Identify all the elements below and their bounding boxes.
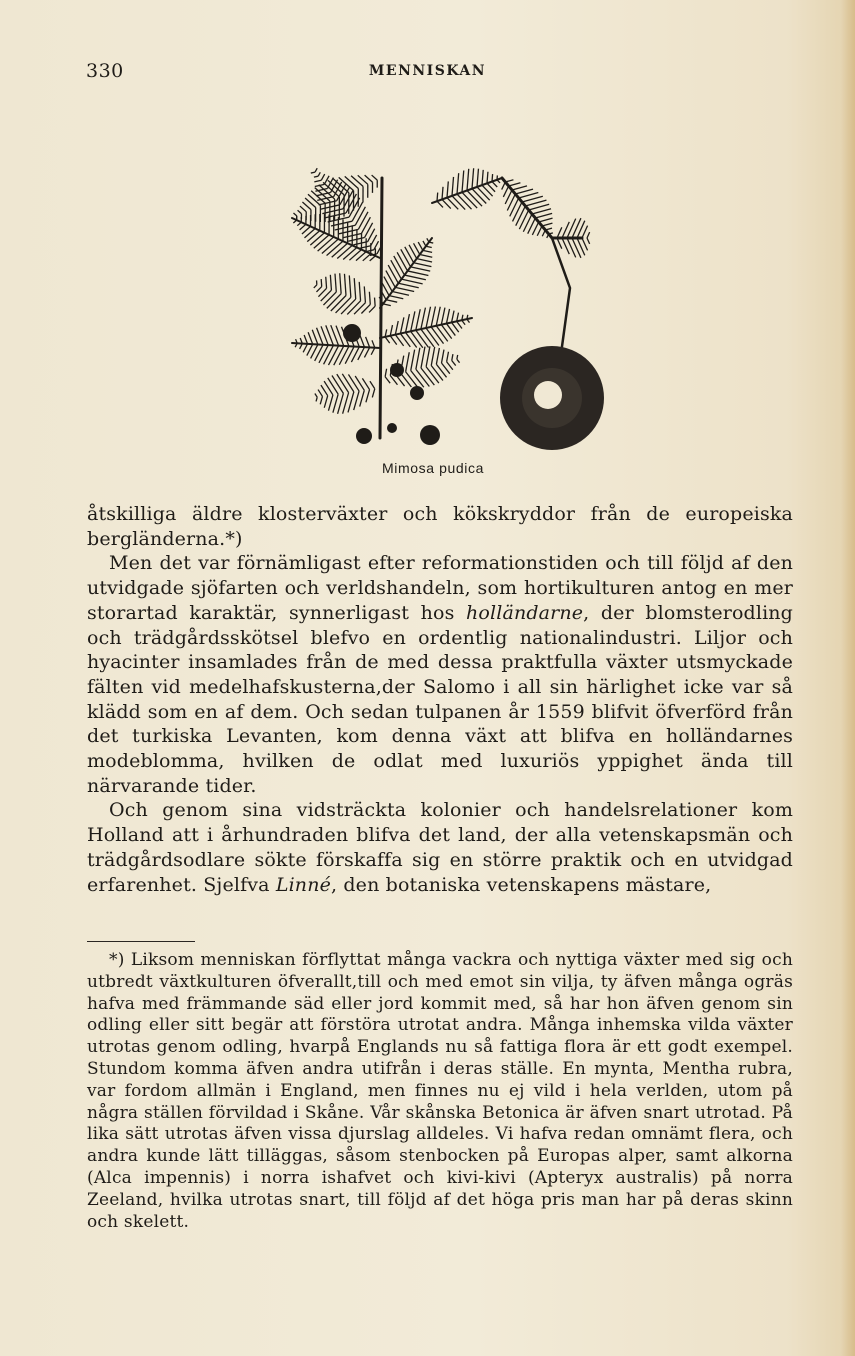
paragraph-3-emphasis: Linné	[275, 873, 331, 896]
leaflet-stroke	[351, 176, 363, 187]
leaflet-stroke	[426, 328, 439, 345]
leaflet-stroke	[423, 241, 426, 246]
leaflet-stroke	[325, 213, 346, 218]
leaflet-stroke	[372, 175, 378, 180]
leaflet-stroke	[298, 210, 302, 214]
leaflet-stroke	[327, 178, 333, 189]
leaflet-stroke	[587, 238, 590, 244]
leaflet-stroke	[293, 213, 296, 216]
leaflet-stroke	[452, 196, 465, 210]
leaflet-stroke	[390, 325, 392, 336]
leaflet-stroke	[477, 187, 490, 200]
leaflet-stroke	[442, 350, 444, 363]
leaflet-stroke	[519, 193, 539, 198]
leaflet-stroke	[359, 282, 360, 301]
leaflet-stroke	[457, 173, 459, 194]
leaflet-stroke	[328, 395, 332, 411]
leaflet-stroke	[452, 322, 459, 332]
leaflet-stroke	[377, 248, 380, 254]
leaflet-stroke	[436, 326, 448, 342]
leaflet-stroke	[416, 309, 420, 330]
mimosa-illustration-icon	[252, 108, 622, 458]
leaflet-stroke	[385, 377, 390, 383]
leaflet-stroke	[323, 292, 336, 305]
leaflet-stroke	[297, 222, 301, 225]
leaflet-stroke	[447, 181, 448, 197]
leaflet-stroke	[375, 298, 376, 307]
leaflet-stroke	[401, 373, 412, 387]
leaflet-stroke	[582, 226, 588, 238]
leaflet-stroke	[547, 234, 549, 238]
leaflet-stroke	[446, 309, 449, 324]
leaflet-stroke	[447, 352, 449, 362]
leaflet-stroke	[315, 168, 317, 172]
leaflet-stroke	[557, 227, 562, 238]
leaflet-stroke	[431, 306, 435, 326]
leaflet-stroke	[522, 196, 543, 202]
leaflet-stroke	[452, 361, 456, 366]
leaflet-stroke	[345, 176, 359, 188]
leaflet-stroke	[437, 193, 438, 202]
leaflet-stroke	[320, 396, 322, 404]
leaflet-stroke	[335, 274, 336, 292]
leaflet-stroke	[303, 344, 307, 352]
leaflet-stroke	[364, 347, 369, 357]
leaflet-stroke	[398, 283, 418, 287]
leaflet-stroke	[529, 204, 550, 210]
leaflet-stroke	[512, 186, 527, 190]
leaflet-stroke	[515, 189, 533, 194]
leaflet-stroke	[492, 174, 493, 181]
leaflet-stroke	[545, 228, 552, 230]
leaflet-stroke	[300, 224, 306, 230]
leaflet-stroke	[477, 169, 478, 187]
leaflet-stroke	[426, 246, 432, 247]
leaflet-stroke	[457, 355, 458, 359]
leaflet-stroke	[386, 300, 397, 302]
leaflet-stroke	[436, 348, 439, 364]
leaflet-stroke	[310, 233, 324, 245]
leaflet-stroke	[400, 334, 410, 347]
footnote-text: *) Liksom menniskan förflyttat många vackra och nyttiga växter med sig och utbredt växtkulturen öfverallt,till och med emot sin vilja, ty äfven många ogräs hafva med främmande säd eller jord kommit med, så har hon äfven genom sin odling eller sitt begär att förstöra utrotat andra. Många inhemska vilda växter utrotas genom odling, hvarpå Englands nu så fattiga flora är ett godt exempel. Stundom komma äfven andra utifrån i deras ställe. En mynta, Mentha rubra, var fordom allmän i England, men finnes nu ej vild i hela verlden, utom på några ställen förvildad i Skåne. Vår skånska Betonica är äfven snart utrotad. På lika sätt utrotas äfven vissa djurslag alldeles. Vi hafva redan omnämt flera, och andra kunde lätt tilläggas, såsom stenbocken på Europas alper, samt alkorna (Alca impennis) i norra ishafvet och kivi-kivi (Apteryx australis) på norra Zeeland, hvilka utrotas snart, till följd af det höga pris man har på deras skinn och skelett.	[87, 950, 793, 1232]
leaflet-stroke	[416, 369, 429, 386]
leaflet-stroke	[347, 301, 360, 315]
leaflet-stroke	[436, 307, 440, 326]
leaflet-stroke	[343, 247, 357, 259]
leaflet-stroke	[557, 238, 562, 249]
leaflet-stroke	[307, 231, 320, 242]
leaflet-stroke	[304, 335, 307, 344]
figure-caption: Mimosa pudica	[382, 460, 484, 476]
leaflet-stroke	[385, 369, 386, 377]
leaflet-stroke	[482, 170, 483, 185]
leaflet-stroke	[535, 213, 552, 218]
leaflet-stroke	[326, 277, 327, 289]
leaflet-stroke	[400, 317, 403, 333]
leaflet-stroke	[328, 378, 338, 394]
leaflet-stroke	[332, 376, 343, 394]
paragraph-2-text-b: , der blomsterodling och trädgårdsskötsel blefvo en ordentlig nationalindustri. Liljor och hyacinter insamlades från de med dessa praktfulla växter utsmyckade fälten vid medelhafskusterna,der Salomo i all sin härlighet icke var så klädd som en af dem. Och sedan tulpanen år 1559 blifvit öfverförd från det turkiska Levanten, kom denna växt att blifva en holländarnes modeblomma, hvilken de odlat med luxuriös yppighet ända till närvarande tider.	[87, 601, 793, 797]
leaflet-stroke	[307, 344, 313, 355]
leaflet-stroke	[516, 206, 526, 226]
leaflet-stroke	[354, 391, 359, 410]
leaflet-stroke	[370, 381, 375, 389]
leaflet-stroke	[314, 235, 329, 248]
leaflet-stroke	[341, 299, 356, 314]
leaflet-stroke	[348, 374, 359, 391]
paragraph-2-text-a: Men det var förnämligast efter reformationstiden och till följd af den utvidgade sjöfarten och verldshandeln, som hortikulturen antog en mer storartad karaktär, synnerligast hos	[87, 552, 793, 624]
paragraph-3	[87, 798, 793, 897]
leaflet-stroke	[437, 201, 443, 207]
leaflet-stroke	[467, 169, 469, 191]
leaflet-stroke	[441, 308, 445, 325]
leaflet-stroke	[406, 372, 418, 388]
leaflet-stroke	[315, 394, 317, 398]
leaflet-stroke	[457, 194, 472, 209]
leaflet-stroke	[334, 346, 344, 365]
leaflet-stroke	[340, 273, 341, 293]
paragraph-3-text-b: , den botaniska vetenskapens mästare,	[330, 873, 712, 896]
leaflet-stroke	[293, 220, 296, 223]
leaflet-stroke	[411, 311, 415, 331]
leaflet-stroke	[411, 371, 424, 388]
leaflet-stroke	[401, 279, 422, 284]
leaflet-stroke	[314, 180, 321, 182]
leaflet-stroke	[572, 238, 581, 258]
leaflet-stroke	[487, 183, 495, 191]
leaflet-stroke	[345, 347, 354, 364]
leaflet-stroke	[349, 275, 351, 297]
leaflet-stroke	[414, 243, 420, 254]
leaflet-stroke	[354, 278, 355, 299]
leaflet-stroke	[542, 230, 545, 236]
leaflet-stroke	[366, 337, 370, 348]
leaflet-stroke	[416, 330, 429, 347]
leaflet-stroke	[390, 336, 397, 345]
page-number: 330	[86, 60, 124, 82]
leaflet-stroke	[532, 209, 551, 214]
leaflet-stroke	[462, 170, 464, 192]
leaflet-stroke	[346, 194, 356, 213]
leaflet-stroke	[354, 303, 365, 315]
leaflet-stroke	[401, 249, 411, 267]
leaflet-stroke	[338, 393, 344, 413]
leaflet-stroke	[567, 238, 576, 257]
leaflet-stroke	[416, 348, 420, 370]
leaflet-stroke	[582, 238, 588, 250]
running-title: MENNISKAN	[368, 63, 487, 79]
leaflet-stroke	[421, 368, 434, 385]
leaflet-stroke	[414, 263, 432, 267]
leaflet-stroke	[324, 345, 334, 364]
mimosa-illustration	[252, 108, 622, 458]
leaflet-stroke	[336, 297, 351, 313]
leaflet-stroke	[395, 287, 414, 291]
leaflet-stroke	[359, 246, 371, 249]
leaflet-stroke	[311, 172, 315, 173]
leaflet-stroke	[467, 191, 482, 207]
leaflet-stroke	[358, 212, 368, 230]
leaflet-stroke	[369, 306, 375, 312]
leaflet-stroke	[587, 232, 590, 238]
leaflet-stroke	[426, 346, 430, 366]
leaflet-stroke	[406, 332, 417, 347]
leaflet-stroke	[321, 385, 328, 396]
leaflet-stroke	[349, 250, 361, 261]
leaflet-stroke	[509, 183, 521, 186]
leaflet-stroke	[302, 226, 311, 234]
leaflet-stroke	[537, 226, 542, 236]
leaflet-stroke	[457, 321, 462, 328]
footnote-rule	[87, 941, 195, 942]
leaflet-stroke	[421, 347, 425, 368]
leaflet-stroke	[436, 364, 446, 377]
leaflet-stroke	[418, 242, 423, 250]
leaflet-stroke	[355, 207, 365, 225]
leaflet-stroke	[339, 229, 359, 233]
leaflet-stroke	[327, 294, 341, 309]
leaflet-stroke	[333, 179, 349, 193]
leaflet-stroke	[314, 285, 317, 288]
leaflet-stroke	[312, 330, 318, 345]
leaflet-stroke	[441, 325, 451, 339]
leaflet-stroke	[366, 390, 370, 403]
leaflet-stroke	[427, 238, 429, 242]
leaflet-stroke	[300, 206, 306, 212]
leaflet-stroke	[513, 202, 522, 221]
leaflet-stroke	[431, 366, 443, 381]
leaflet-stroke	[364, 286, 365, 302]
leaflet-stroke	[462, 192, 477, 208]
leaflet-stroke	[302, 202, 311, 210]
leaflet-stroke	[457, 359, 460, 362]
leaflet-stroke	[388, 265, 398, 283]
leaflet-stroke	[420, 254, 432, 257]
paragraph-2-emphasis: holländarne	[466, 601, 584, 624]
leaflet-stroke	[405, 247, 414, 263]
leaflet-stroke	[510, 198, 519, 216]
leaflet-stroke	[365, 175, 373, 182]
leaflet-stroke	[467, 315, 468, 319]
leaflet-stroke	[318, 390, 322, 397]
leaflet-stroke	[452, 354, 453, 360]
leaflet-stroke	[542, 223, 552, 226]
leaflet-stroke	[421, 329, 434, 347]
leaflet-stroke	[408, 271, 429, 276]
leaflet-stroke	[348, 392, 354, 413]
leaflet-stroke	[417, 259, 432, 262]
leaflet-stroke	[386, 271, 395, 288]
paragraph-1: åtskilliga äldre klosterväxter och kökskryddor från de europeiska bergländerna.*)	[87, 503, 793, 550]
leaflet-stroke	[321, 279, 322, 287]
leaflet-stroke	[523, 214, 532, 232]
leaflet-stroke	[519, 210, 528, 229]
leaflet-stroke	[426, 367, 439, 383]
leaflet-stroke	[447, 198, 458, 210]
leaflet-stroke	[344, 274, 346, 296]
leaflet-stroke	[360, 390, 365, 406]
leaflet-stroke	[311, 191, 325, 203]
leaflet-stroke	[343, 393, 349, 414]
leaflet-stroke	[395, 321, 398, 335]
leaflet-stroke	[431, 327, 443, 344]
leaflet-stroke	[532, 222, 538, 235]
leaflet-stroke	[337, 374, 349, 392]
leaflet-stroke	[308, 332, 313, 344]
page-edge-shadow	[841, 0, 855, 1356]
leaflet-stroke	[332, 243, 348, 257]
leaflet-stroke	[314, 176, 318, 177]
leaflet-stroke	[333, 394, 338, 413]
leaflet-stroke	[349, 198, 360, 217]
leaflet-stroke	[330, 275, 331, 290]
leaflet-stroke	[321, 174, 324, 180]
leaflet-stroke	[472, 189, 486, 204]
leaflet-stroke	[406, 352, 410, 372]
leaflet-stroke	[318, 172, 320, 176]
leaflet-stroke	[539, 218, 553, 222]
leaflet-stroke	[462, 320, 465, 325]
leaflet-stroke	[318, 237, 334, 251]
leaflet-stroke	[502, 182, 506, 190]
footnote	[87, 950, 793, 1233]
leaflet-stroke	[342, 374, 354, 392]
leaflet-stroke	[572, 218, 581, 238]
leaflet-stroke	[328, 346, 338, 365]
leaflet-stroke	[339, 346, 349, 365]
leaflet-stroke	[567, 219, 576, 238]
leaflet-stroke	[442, 187, 443, 200]
leaflet-stroke	[423, 250, 432, 252]
leaflet-stroke	[383, 304, 391, 306]
leaflet-stroke	[316, 397, 317, 401]
leaflet-stroke	[372, 389, 374, 398]
leaflet-stroke	[452, 177, 454, 196]
leaflet-stroke	[392, 292, 409, 296]
leaflet-stroke	[503, 186, 508, 197]
leaflet-stroke	[525, 200, 546, 206]
leaflet-stroke	[331, 296, 346, 312]
leaflet-stroke	[316, 287, 321, 292]
leaflet-stroke	[406, 314, 410, 332]
paragraph-2	[87, 551, 793, 798]
leaflet-stroke	[322, 239, 338, 253]
main-text	[87, 502, 793, 897]
leaflet-stroke	[505, 180, 513, 182]
leaflet-stroke	[472, 168, 474, 188]
leaflet-stroke	[327, 241, 343, 255]
leaflet-stroke	[492, 182, 497, 187]
paragraph-3-text-a: Och genom sina vidsträckta kolonier och handelsrelationer kom Holland att i århundraden blifva det land, der alla vetenskapsmän och trädgårdsodlare sökte förskaffa sig en större praktik och en utvidgad erfarenhet. Sjelfva	[87, 799, 793, 896]
leaflet-stroke	[361, 217, 370, 233]
leaflet-stroke	[431, 347, 434, 366]
leaflet-stroke	[371, 348, 375, 355]
leaflet-stroke	[447, 362, 453, 370]
leaflet-stroke	[319, 345, 328, 363]
leaflet-stroke	[371, 235, 377, 246]
leaflet-stroke	[429, 242, 433, 243]
leaflet-stroke	[487, 172, 488, 184]
leaflet-stroke	[397, 252, 407, 271]
leaflet-stroke	[324, 396, 327, 408]
leaflet-stroke	[411, 267, 431, 271]
leaflet-stroke	[391, 260, 402, 279]
leaflet-stroke	[421, 308, 426, 329]
leaflet-stroke	[411, 350, 415, 371]
leaflet-stroke	[385, 337, 390, 343]
leaflet-stroke	[426, 307, 431, 328]
leaflet-stroke	[337, 245, 352, 258]
leaflet-stroke	[394, 256, 405, 275]
leaflet-stroke	[370, 256, 376, 261]
leaflet-stroke	[369, 292, 370, 305]
leaflet-stroke	[389, 296, 403, 299]
leaflet-stroke	[452, 311, 455, 323]
leaflet-stroke	[411, 331, 423, 347]
leaflet-stroke	[363, 254, 371, 261]
leaflet-stroke	[374, 241, 379, 250]
leaflet-stroke	[404, 275, 425, 280]
